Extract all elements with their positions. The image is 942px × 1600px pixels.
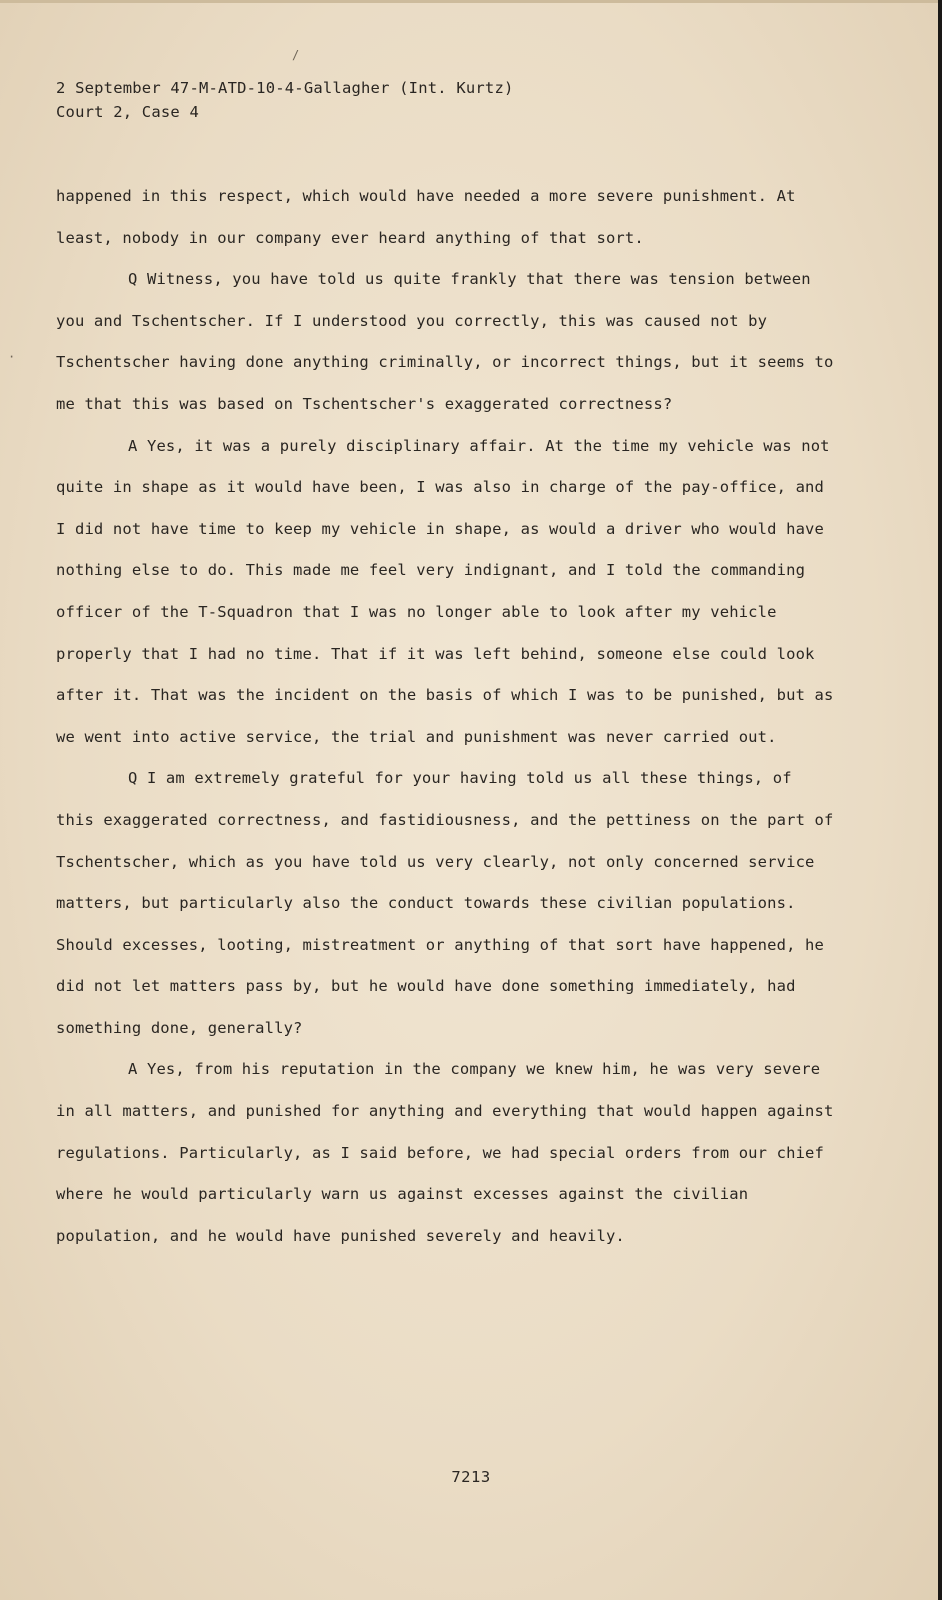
pencil-mark: / — [292, 48, 300, 62]
pencil-mark: · — [8, 350, 16, 364]
header-line-1: 2 September 47-M-ATD-10-4-Gallagher (Int. Kurtz) — [56, 79, 514, 97]
page-right-edge — [938, 0, 942, 1600]
paragraph-answer-2: A Yes, from his reputation in the company we knew him, he was very severe in all matters, and punished for anything and everything that would happen against regulations. Particularly, as I said before, we had special orders from our chief where he would particularly warn us against excesses against the civilian population, and he would have punished severely and heavily. — [56, 1060, 834, 1245]
page-number: 7213 — [451, 1468, 491, 1486]
document-header — [56, 76, 514, 124]
paragraph-answer-1: A Yes, it was a purely disciplinary affair. At the time my vehicle was not quite in shape as it would have been, I was also in charge of the pay-office, and I did not have time to keep my vehicle in shape, as would a driver who would have nothing else to do. This made me feel very indignant, and I told the commanding officer of the T-Squadron that I was no longer able to look after my vehicle properly that I had no time. That if it was left behind, someone else could look after it. That was the incident on the basis of which I was to be punished, but as we went into active service, the trial and punishment was never carried out. — [56, 436, 834, 746]
paragraph-question-1: Q Witness, you have told us quite frankly that there was tension between you and Tschentscher. If I understood you correctly, this was caused not by Tschentscher having done anything criminally, or incorrect things, but it seems to me that this was based on Tschentscher's exaggerated correctness? — [56, 270, 834, 413]
paragraph-continuation: happened in this respect, which would have needed a more severe punishment. At least, nobody in our company ever heard anything of that sort. — [56, 187, 796, 247]
paragraph-question-2: Q I am extremely grateful for your having told us all these things, of this exaggerated correctness, and fastidiousness, and the pettiness on the part of Tschentscher, which as you have told us very clearly, not only concerned service matters, but particularly also the conduct towards these civilian populations. Should excesses, looting, mistreatment or anything of that sort have happened, he did not let matters pass by, but he would have done something immediately, had something done, generally? — [56, 769, 834, 1037]
page-top-edge — [0, 0, 942, 3]
transcript-body — [56, 176, 836, 1257]
header-line-2: Court 2, Case 4 — [56, 103, 199, 121]
